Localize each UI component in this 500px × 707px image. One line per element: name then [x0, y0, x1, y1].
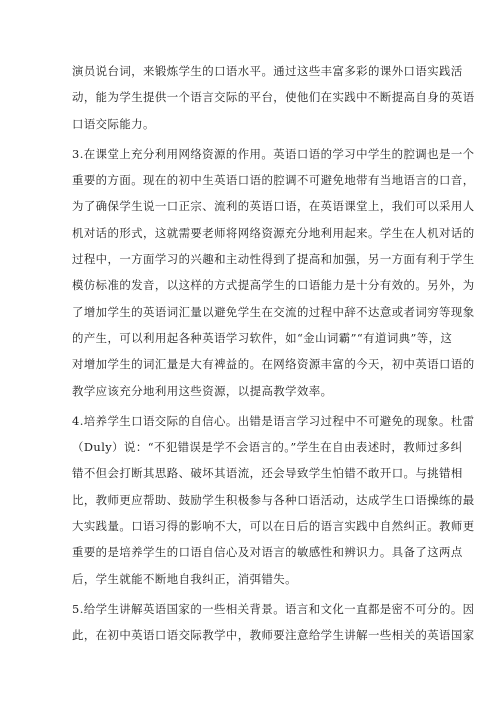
- text-line: 模仿标准的发音，以这样的方式提高学生的口语能力是十分有效的。另外，为: [72, 278, 475, 293]
- text-line: 了增加学生的英语词汇量以避免学生在交流的过程中辞不达意或者词穷等现象: [72, 304, 475, 319]
- text-line: 错不但会打断其思路、破坏其语流，还会导致学生怕错不敢开口。与挑错相: [72, 466, 463, 481]
- text-line: 3.在课堂上充分利用网络资源的作用。英语口语的学习中学生的腔调也是一个: [72, 146, 475, 161]
- paragraph: [72, 141, 475, 404]
- text-line: 对增加学生的词汇量是大有裨益的。在网络资源丰富的今天，初中英语口语的: [72, 357, 475, 372]
- text-line: 后，学生就能不断地自我纠正，消弭错失。: [72, 571, 297, 586]
- text-line: 教学应该充分地利用这些资源，以提高教学效率。: [72, 383, 333, 398]
- text-line: 比，教师更应帮助、鼓励学生积极参与各种口语活动，达成学生口语操练的最: [72, 492, 475, 507]
- document-body: [72, 58, 475, 649]
- text-line: 机对话的形式，这就需要老师将网络资源充分地利用起来。学生在人机对话的: [72, 225, 475, 240]
- text-line: 为了确保学生说一口正宗、流利的英语口语，在英语课堂上，我们可以采用人: [72, 199, 475, 214]
- text-line: 动，能为学生提供一个语言交际的平台，使他们在实践中不断提高自身的英语: [72, 90, 475, 105]
- text-line: 大实践量。口语习得的影响不大，可以在日后的语言实践中自然纠正。教师更: [72, 519, 475, 534]
- text-line: 口语交际能力。: [72, 116, 155, 131]
- text-line: 的产生，可以利用起各种英语学习软件，如“金山词霸”“有道词典”等，这: [72, 330, 453, 345]
- text-line: 重要的方面。现在的初中生英语口语的腔调不可避免地带有当地语言的口音，: [72, 173, 475, 188]
- text-line: 此，在初中英语口语交际教学中，教师要注意给学生讲解一些相关的英语国家: [72, 628, 475, 643]
- paragraph: [72, 58, 475, 137]
- text-line: 过程中，一方面学习的兴趣和主动性得到了提高和加强，另一方面有利于学生: [72, 252, 475, 267]
- paragraph: [72, 596, 475, 649]
- text-line: 演员说台词，来锻炼学生的口语水平。通过这些丰富多彩的课外口语实践活: [72, 64, 463, 78]
- text-line: 4.培养学生口语交际的自信心。出错是语言学习过程中不可避免的现象。杜雷: [72, 413, 475, 428]
- text-line: 重要的是培养学生的口语自信心及对语言的敏感性和辨识力。具备了这两点: [72, 545, 463, 560]
- text-line: （Duly）说：“不犯错误是学不会语言的。”学生在自由表述时，教师过多纠: [72, 440, 463, 455]
- text-line: 5.给学生讲解英语国家的一些相关背景。语言和文化一直都是密不可分的。因: [72, 601, 475, 616]
- paragraph: [72, 408, 475, 592]
